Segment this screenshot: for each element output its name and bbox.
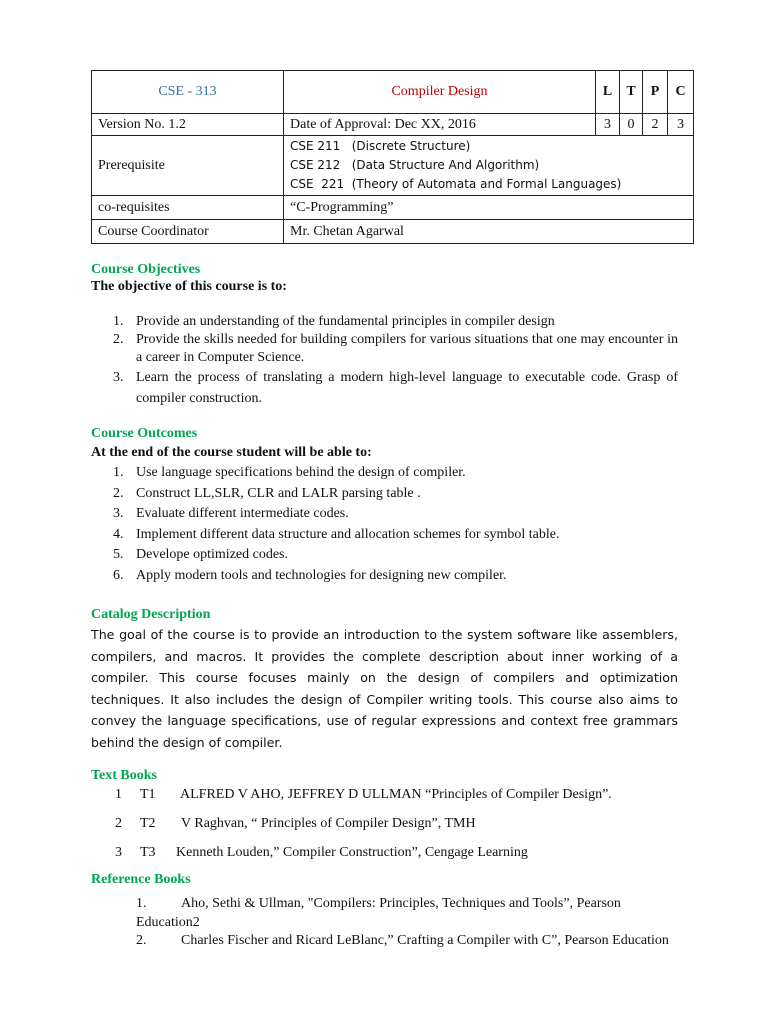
reference-text: Charles Fischer and Ricard LeBlanc,” Crafting a Compiler with C”, Pearson Education bbox=[181, 933, 669, 948]
prerequisite-label: Prerequisite bbox=[92, 136, 284, 196]
reference-books-section bbox=[91, 872, 691, 888]
textbook-entry: Kenneth Louden,” Compiler Construction”, Cengage Learning bbox=[176, 845, 528, 860]
item-text: Use language specifications behind the design of compiler. bbox=[136, 465, 466, 480]
list-item bbox=[91, 313, 678, 331]
list-item bbox=[91, 504, 691, 525]
version-number: Version No. 1.2 bbox=[92, 114, 284, 136]
textbook-code: T3 bbox=[140, 845, 156, 860]
approval-date: Date of Approval: Dec XX, 2016 bbox=[284, 114, 596, 136]
list-item bbox=[91, 545, 691, 566]
textbook-number: 3 bbox=[115, 845, 122, 860]
item-number: 3. bbox=[113, 370, 124, 385]
item-text: Apply modern tools and technologies for designing new compiler. bbox=[136, 567, 507, 583]
outcomes-intro: At the end of the course student will be able to: bbox=[91, 445, 372, 460]
ltpc-label-c: C bbox=[668, 71, 694, 114]
item-number: 3. bbox=[113, 506, 124, 521]
textbook-code: T2 bbox=[140, 816, 156, 831]
ltpc-label-t: T bbox=[620, 71, 643, 114]
reference-number: 2. bbox=[136, 933, 147, 948]
item-number: 2. bbox=[113, 332, 124, 347]
reference-entry bbox=[136, 894, 676, 932]
course-header-table bbox=[91, 70, 694, 244]
section-title: Reference Books bbox=[91, 872, 191, 887]
catalog-description: The goal of the course is to provide an introduction to the system software like assemblers, compilers, and macros. It provides the complete description about inner working of a compiler. This course focuses mainly on the design of compilers and optimization techniques. It also includes the design of Compiler writing tools. This course also aims to convey the language specifications, use of regular expressions and context free grammars behind the design of compiler. bbox=[91, 627, 678, 750]
list-item bbox=[91, 484, 691, 505]
list-item bbox=[91, 367, 678, 409]
ltpc-value-t: 0 bbox=[620, 114, 643, 136]
item-number: 5. bbox=[113, 547, 124, 562]
prerequisite-item: CSE 212 (Data Structure And Algorithm) bbox=[290, 158, 540, 172]
course-objectives-section bbox=[91, 262, 691, 295]
textbooks-section bbox=[91, 768, 691, 784]
objectives-intro: The objective of this course is to: bbox=[91, 279, 287, 294]
list-item bbox=[91, 331, 678, 367]
outcomes-list bbox=[91, 463, 691, 586]
textbook-number: 1 bbox=[115, 787, 122, 802]
section-title: Course Outcomes bbox=[91, 426, 198, 441]
item-text: Provide the skills needed for building compilers for various situations that one may encounter in a career in Computer Science. bbox=[136, 332, 678, 365]
textbook-code: T1 bbox=[140, 787, 156, 802]
objectives-list bbox=[91, 313, 678, 409]
corequisite-value: “C-Programming” bbox=[284, 196, 694, 220]
reference-number: 1. bbox=[136, 896, 147, 911]
item-number: 2. bbox=[113, 485, 124, 501]
reference-entry bbox=[136, 931, 676, 950]
ltpc-value-c: 3 bbox=[668, 114, 694, 136]
section-title: Text Books bbox=[91, 768, 158, 783]
coordinator-label: Course Coordinator bbox=[92, 220, 284, 244]
item-number: 4. bbox=[113, 526, 124, 542]
prerequisite-item: CSE 211 (Discrete Structure) bbox=[290, 139, 471, 153]
catalog-section bbox=[91, 607, 678, 754]
item-number: 1. bbox=[113, 465, 124, 480]
item-text: Learn the process of translating a modern high-level language to executable code. Grasp of compiler construction. bbox=[136, 370, 678, 406]
item-number: 1. bbox=[113, 314, 124, 329]
textbook-entry: ALFRED V AHO, JEFFREY D ULLMAN “Principles of Compiler Design”. bbox=[180, 787, 612, 802]
list-item bbox=[91, 463, 691, 484]
item-number: 6. bbox=[113, 567, 124, 583]
item-text: Develope optimized codes. bbox=[136, 547, 289, 562]
course-title: Compiler Design bbox=[284, 71, 596, 114]
ltpc-value-l: 3 bbox=[596, 114, 620, 136]
reference-text: Aho, Sethi & Ullman, "Compilers: Principles, Techniques and Tools”, Pearson Education2 bbox=[136, 896, 621, 930]
course-code: CSE - 313 bbox=[92, 71, 284, 114]
ltpc-label-p: P bbox=[643, 71, 668, 114]
textbook-entry: V Raghvan, “ Principles of Compiler Design”, TMH bbox=[181, 816, 476, 831]
section-title: Catalog Description bbox=[91, 607, 211, 622]
prerequisite-list bbox=[284, 136, 694, 196]
item-text: Provide an understanding of the fundamental principles in compiler design bbox=[136, 314, 555, 329]
corequisite-label: co-requisites bbox=[92, 196, 284, 220]
item-text: Construct LL,SLR, CLR and LALR parsing table . bbox=[136, 485, 421, 501]
prerequisite-item: CSE 221 (Theory of Automata and Formal Languages) bbox=[290, 177, 622, 191]
textbook-number: 2 bbox=[115, 816, 122, 831]
ltpc-label-l: L bbox=[596, 71, 620, 114]
ltpc-value-p: 2 bbox=[643, 114, 668, 136]
course-outcomes-section bbox=[91, 426, 691, 461]
item-text: Implement different data structure and allocation schemes for symbol table. bbox=[136, 526, 560, 542]
list-item bbox=[91, 566, 691, 587]
item-text: Evaluate different intermediate codes. bbox=[136, 506, 349, 521]
section-title: Course Objectives bbox=[91, 262, 201, 277]
list-item bbox=[91, 525, 691, 546]
coordinator-value: Mr. Chetan Agarwal bbox=[284, 220, 694, 244]
